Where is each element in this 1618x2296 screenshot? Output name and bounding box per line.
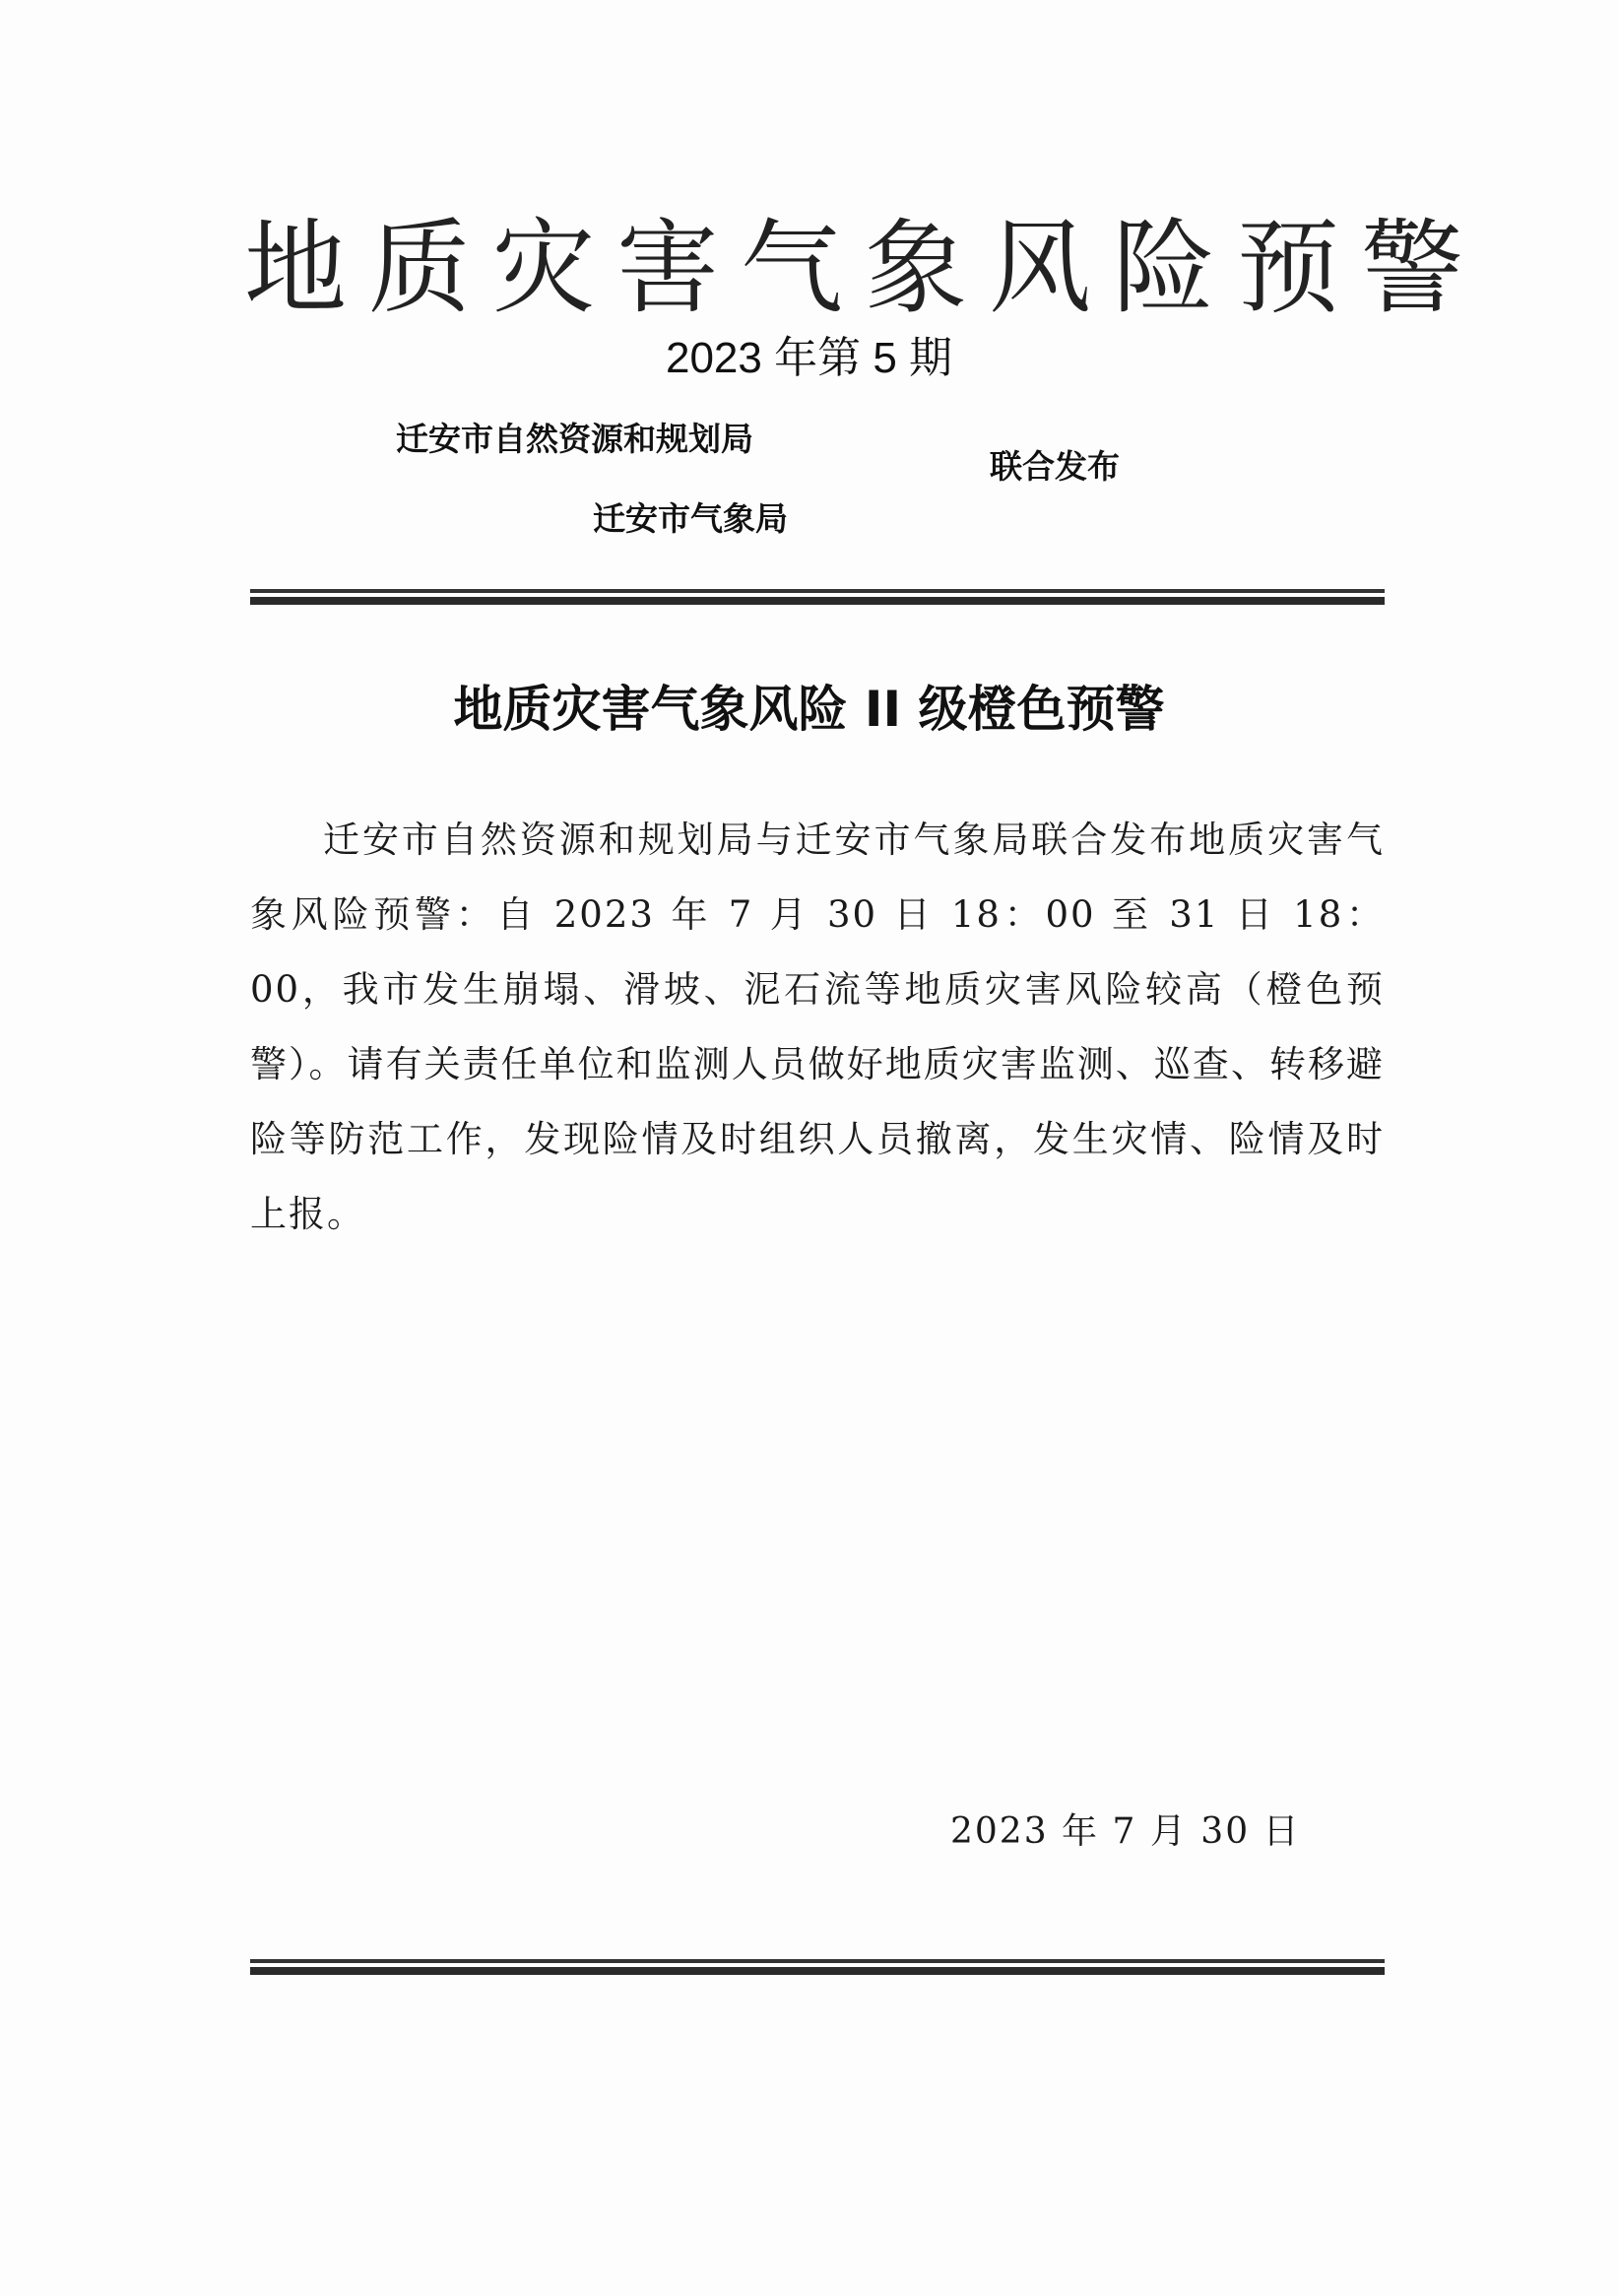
document-title: 地质灾害气象风险预警: [244, 208, 1486, 328]
issue-number: 2023 年第 5 期: [665, 334, 953, 382]
issue-date: 2023 年 7 月 30 日: [950, 1811, 1301, 1852]
warning-subtitle: 地质灾害气象风险 II 级橙色预警: [453, 681, 1165, 738]
header-divider: [250, 589, 1385, 605]
issuer-meteorological-bureau: 迁安市气象局: [593, 499, 788, 538]
notice-body: [250, 803, 1385, 1252]
footer-divider: [250, 1959, 1385, 1975]
notice-paragraph: 迁安市自然资源和规划局与迁安市气象局联合发布地质灾害气象风险预警：自 2023 年 7 月 30 日 18：00 至 31 日 18：00，我市发生崩塌、滑坡、泥石流等地质灾害风险较高（橙色预警）。请有关责任单位和监测人员做好地质灾害监测、巡查、转移避险等防范工作，发现险情及时组织人员撤离，发生灾情、险情及时上报。: [250, 819, 1385, 1235]
issuer-natural-resources-bureau: 迁安市自然资源和规划局: [396, 420, 753, 458]
joint-release-label: 联合发布: [990, 447, 1120, 486]
